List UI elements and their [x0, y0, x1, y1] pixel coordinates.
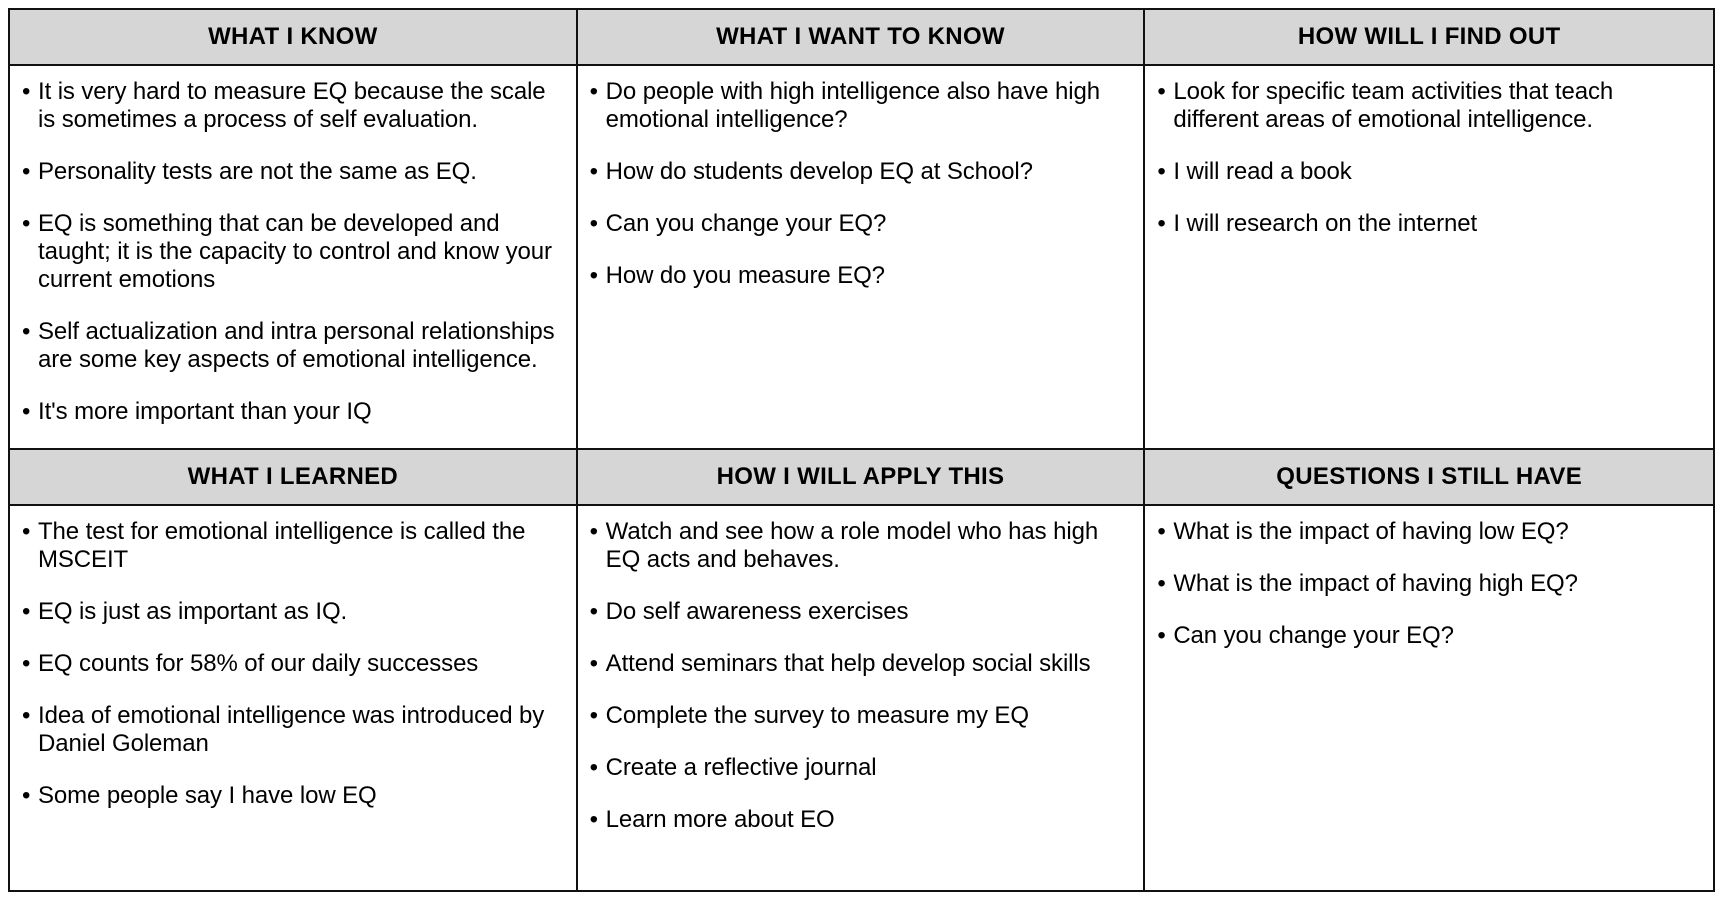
list-item: • Idea of emotional intelligence was introduced by Daniel Goleman [22, 702, 562, 758]
list-item: • EQ is something that can be developed and taught; it is the capacity to control and know your current emotions [22, 210, 562, 294]
list-item: • Create a reflective journal [590, 754, 1130, 782]
cell-heading: QUESTIONS I STILL HAVE [1145, 450, 1713, 506]
list-item: • Some people say I have low EQ [22, 782, 562, 810]
list-item: • EQ is just as important as IQ. [22, 598, 562, 626]
cell-what-i-learned [10, 450, 578, 890]
cell-what-i-want-to-know [578, 10, 1146, 450]
list-item: • I will research on the internet [1157, 210, 1699, 238]
cell-questions-i-still-have [1145, 450, 1713, 890]
list-item: • Self actualization and intra personal relationships are some key aspects of emotional intelligence. [22, 318, 562, 374]
list-item: • The test for emotional intelligence is called the MSCEIT [22, 518, 562, 574]
bullet-list [10, 66, 576, 450]
bullet-list [578, 66, 1144, 314]
cell-heading: HOW WILL I FIND OUT [1145, 10, 1713, 66]
list-item: • Can you change your EQ? [590, 210, 1130, 238]
list-item: • Do self awareness exercises [590, 598, 1130, 626]
list-item: • Complete the survey to measure my EQ [590, 702, 1130, 730]
list-item: • I will read a book [1157, 158, 1699, 186]
list-item: • Personality tests are not the same as EQ. [22, 158, 562, 186]
bullet-list [10, 506, 576, 834]
list-item: • Look for specific team activities that teach different areas of emotional intelligence. [1157, 78, 1699, 134]
list-item: • How do students develop EQ at School? [590, 158, 1130, 186]
bullet-list [1145, 66, 1713, 262]
list-item: • Do people with high intelligence also have high emotional intelligence? [590, 78, 1130, 134]
list-item: • Watch and see how a role model who has high EQ acts and behaves. [590, 518, 1130, 574]
list-item: • What is the impact of having high EQ? [1157, 570, 1699, 598]
bullet-list [1145, 506, 1713, 674]
cell-heading: WHAT I WANT TO KNOW [578, 10, 1144, 66]
cell-heading: HOW I WILL APPLY THIS [578, 450, 1144, 506]
list-item: • What is the impact of having low EQ? [1157, 518, 1699, 546]
cell-heading: WHAT I LEARNED [10, 450, 576, 506]
list-item: • Can you change your EQ? [1157, 622, 1699, 650]
cell-heading: WHAT I KNOW [10, 10, 576, 66]
list-item: • It's more important than your IQ [22, 398, 562, 426]
cell-how-i-will-apply-this [578, 450, 1146, 890]
cell-how-will-i-find-out [1145, 10, 1713, 450]
cell-what-i-know [10, 10, 578, 450]
list-item: • Learn more about EO [590, 806, 1130, 834]
kwl-chart-grid [8, 8, 1715, 892]
list-item: • It is very hard to measure EQ because the scale is sometimes a process of self evaluation. [22, 78, 562, 134]
bullet-list [578, 506, 1144, 858]
list-item: • EQ counts for 58% of our daily successes [22, 650, 562, 678]
list-item: • How do you measure EQ? [590, 262, 1130, 290]
list-item: • Attend seminars that help develop social skills [590, 650, 1130, 678]
